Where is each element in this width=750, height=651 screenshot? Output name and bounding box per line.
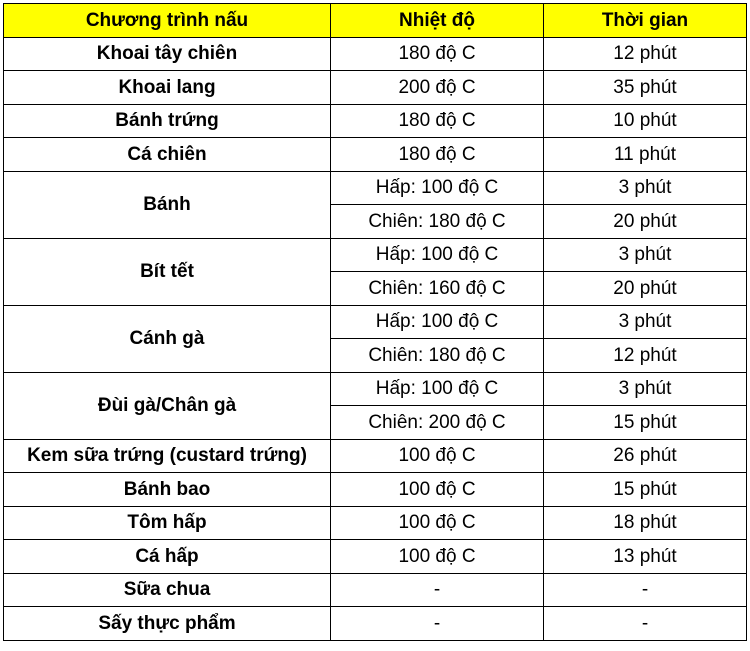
time-cell: 13 phút <box>544 540 747 574</box>
table-row <box>4 540 747 574</box>
table-row <box>4 439 747 473</box>
temperature-cell: 100 độ C <box>331 540 544 574</box>
time-cell: - <box>544 573 747 607</box>
temperature-cell: Chiên: 200 độ C <box>331 406 544 440</box>
program-cell: Sữa chua <box>4 573 331 607</box>
temperature-cell: 100 độ C <box>331 439 544 473</box>
program-cell: Cá hấp <box>4 540 331 574</box>
table-row <box>4 506 747 540</box>
program-cell: Cá chiên <box>4 138 331 172</box>
program-cell: Bánh trứng <box>4 104 331 138</box>
time-cell: 15 phút <box>544 406 747 440</box>
time-cell: 12 phút <box>544 37 747 71</box>
table-row <box>4 473 747 507</box>
temperature-cell: 180 độ C <box>331 104 544 138</box>
temperature-cell: Hấp: 100 độ C <box>331 238 544 272</box>
temperature-cell: 200 độ C <box>331 71 544 105</box>
program-cell: Khoai lang <box>4 71 331 105</box>
time-cell: 11 phút <box>544 138 747 172</box>
temperature-cell: Hấp: 100 độ C <box>331 372 544 406</box>
cooking-program-table <box>3 3 747 641</box>
temperature-cell: 180 độ C <box>331 37 544 71</box>
temperature-cell: Chiên: 180 độ C <box>331 205 544 239</box>
temperature-cell: 100 độ C <box>331 506 544 540</box>
program-cell: Bánh bao <box>4 473 331 507</box>
time-cell: 3 phút <box>544 305 747 339</box>
temperature-cell: Hấp: 100 độ C <box>331 305 544 339</box>
temperature-cell: Chiên: 160 độ C <box>331 272 544 306</box>
table-row <box>4 171 747 205</box>
header-temperature: Nhiệt độ <box>331 4 544 38</box>
time-cell: 3 phút <box>544 238 747 272</box>
temperature-cell: Chiên: 180 độ C <box>331 339 544 373</box>
time-cell: 3 phút <box>544 171 747 205</box>
table-row <box>4 573 747 607</box>
time-cell: 20 phút <box>544 272 747 306</box>
table-row <box>4 71 747 105</box>
table-row <box>4 238 747 272</box>
program-cell: Bánh <box>4 171 331 238</box>
program-cell: Đùi gà/Chân gà <box>4 372 331 439</box>
time-cell: - <box>544 607 747 641</box>
program-cell: Tôm hấp <box>4 506 331 540</box>
table-row <box>4 372 747 406</box>
time-cell: 20 phút <box>544 205 747 239</box>
header-program: Chương trình nấu <box>4 4 331 38</box>
time-cell: 15 phút <box>544 473 747 507</box>
time-cell: 12 phút <box>544 339 747 373</box>
header-time: Thời gian <box>544 4 747 38</box>
table-row <box>4 607 747 641</box>
table-row <box>4 104 747 138</box>
temperature-cell: 180 độ C <box>331 138 544 172</box>
temperature-cell: - <box>331 607 544 641</box>
table-row <box>4 37 747 71</box>
program-cell: Khoai tây chiên <box>4 37 331 71</box>
time-cell: 26 phút <box>544 439 747 473</box>
program-cell: Bít tết <box>4 238 331 305</box>
time-cell: 3 phút <box>544 372 747 406</box>
time-cell: 35 phút <box>544 71 747 105</box>
temperature-cell: - <box>331 573 544 607</box>
time-cell: 18 phút <box>544 506 747 540</box>
table-row <box>4 305 747 339</box>
temperature-cell: 100 độ C <box>331 473 544 507</box>
time-cell: 10 phút <box>544 104 747 138</box>
program-cell: Kem sữa trứng (custard trứng) <box>4 439 331 473</box>
temperature-cell: Hấp: 100 độ C <box>331 171 544 205</box>
header-row <box>4 4 747 38</box>
table-row <box>4 138 747 172</box>
program-cell: Sấy thực phẩm <box>4 607 331 641</box>
program-cell: Cánh gà <box>4 305 331 372</box>
